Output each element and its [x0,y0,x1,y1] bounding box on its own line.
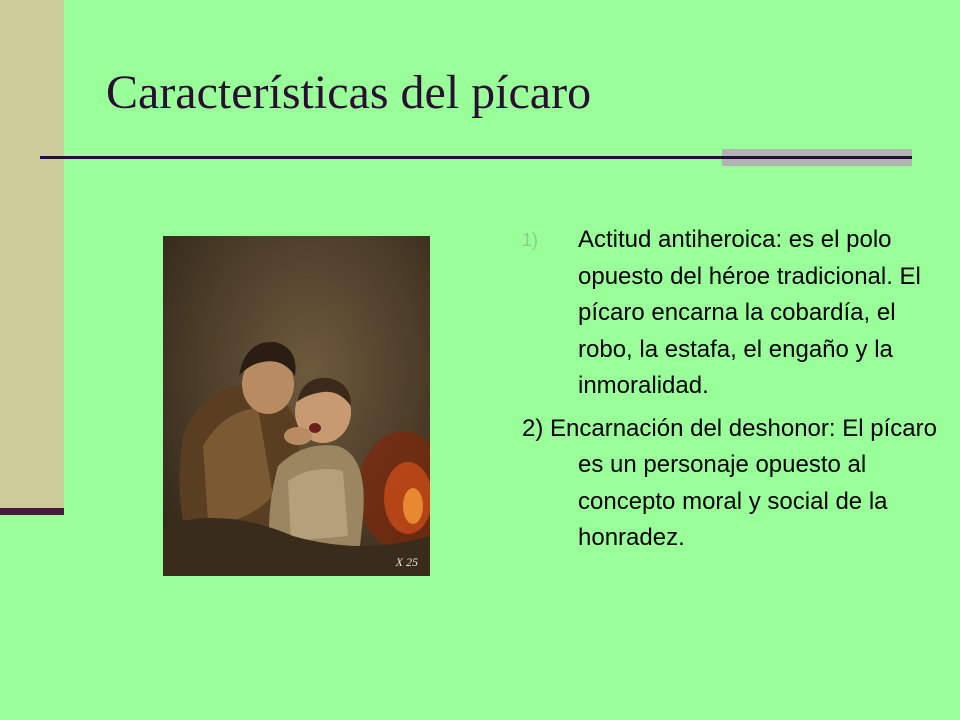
slide-title: Características del pícaro [106,66,592,119]
left-decorative-band [0,0,64,512]
painting-figures [163,236,430,576]
painting-caption: X 25 [395,555,418,569]
painting-image [163,236,430,576]
title-underline-accent [722,149,912,166]
list-item [522,222,942,405]
list-item-text: Encarnación del deshonor: El pícaro es un personaje opuesto al concepto moral y social de la honradez. [550,414,937,551]
list-item-marker: 1) [522,230,539,250]
list-item [522,411,942,557]
list-item-marker: 2) [522,414,544,442]
list-item-text: Actitud antiheroica: es el polo opuesto del héroe tradicional. El pícaro encarna la cobardía, el robo, la estafa, el engaño y la inmoralidad. [578,226,921,399]
bullet-list [522,222,942,557]
left-band-rule [0,508,64,515]
